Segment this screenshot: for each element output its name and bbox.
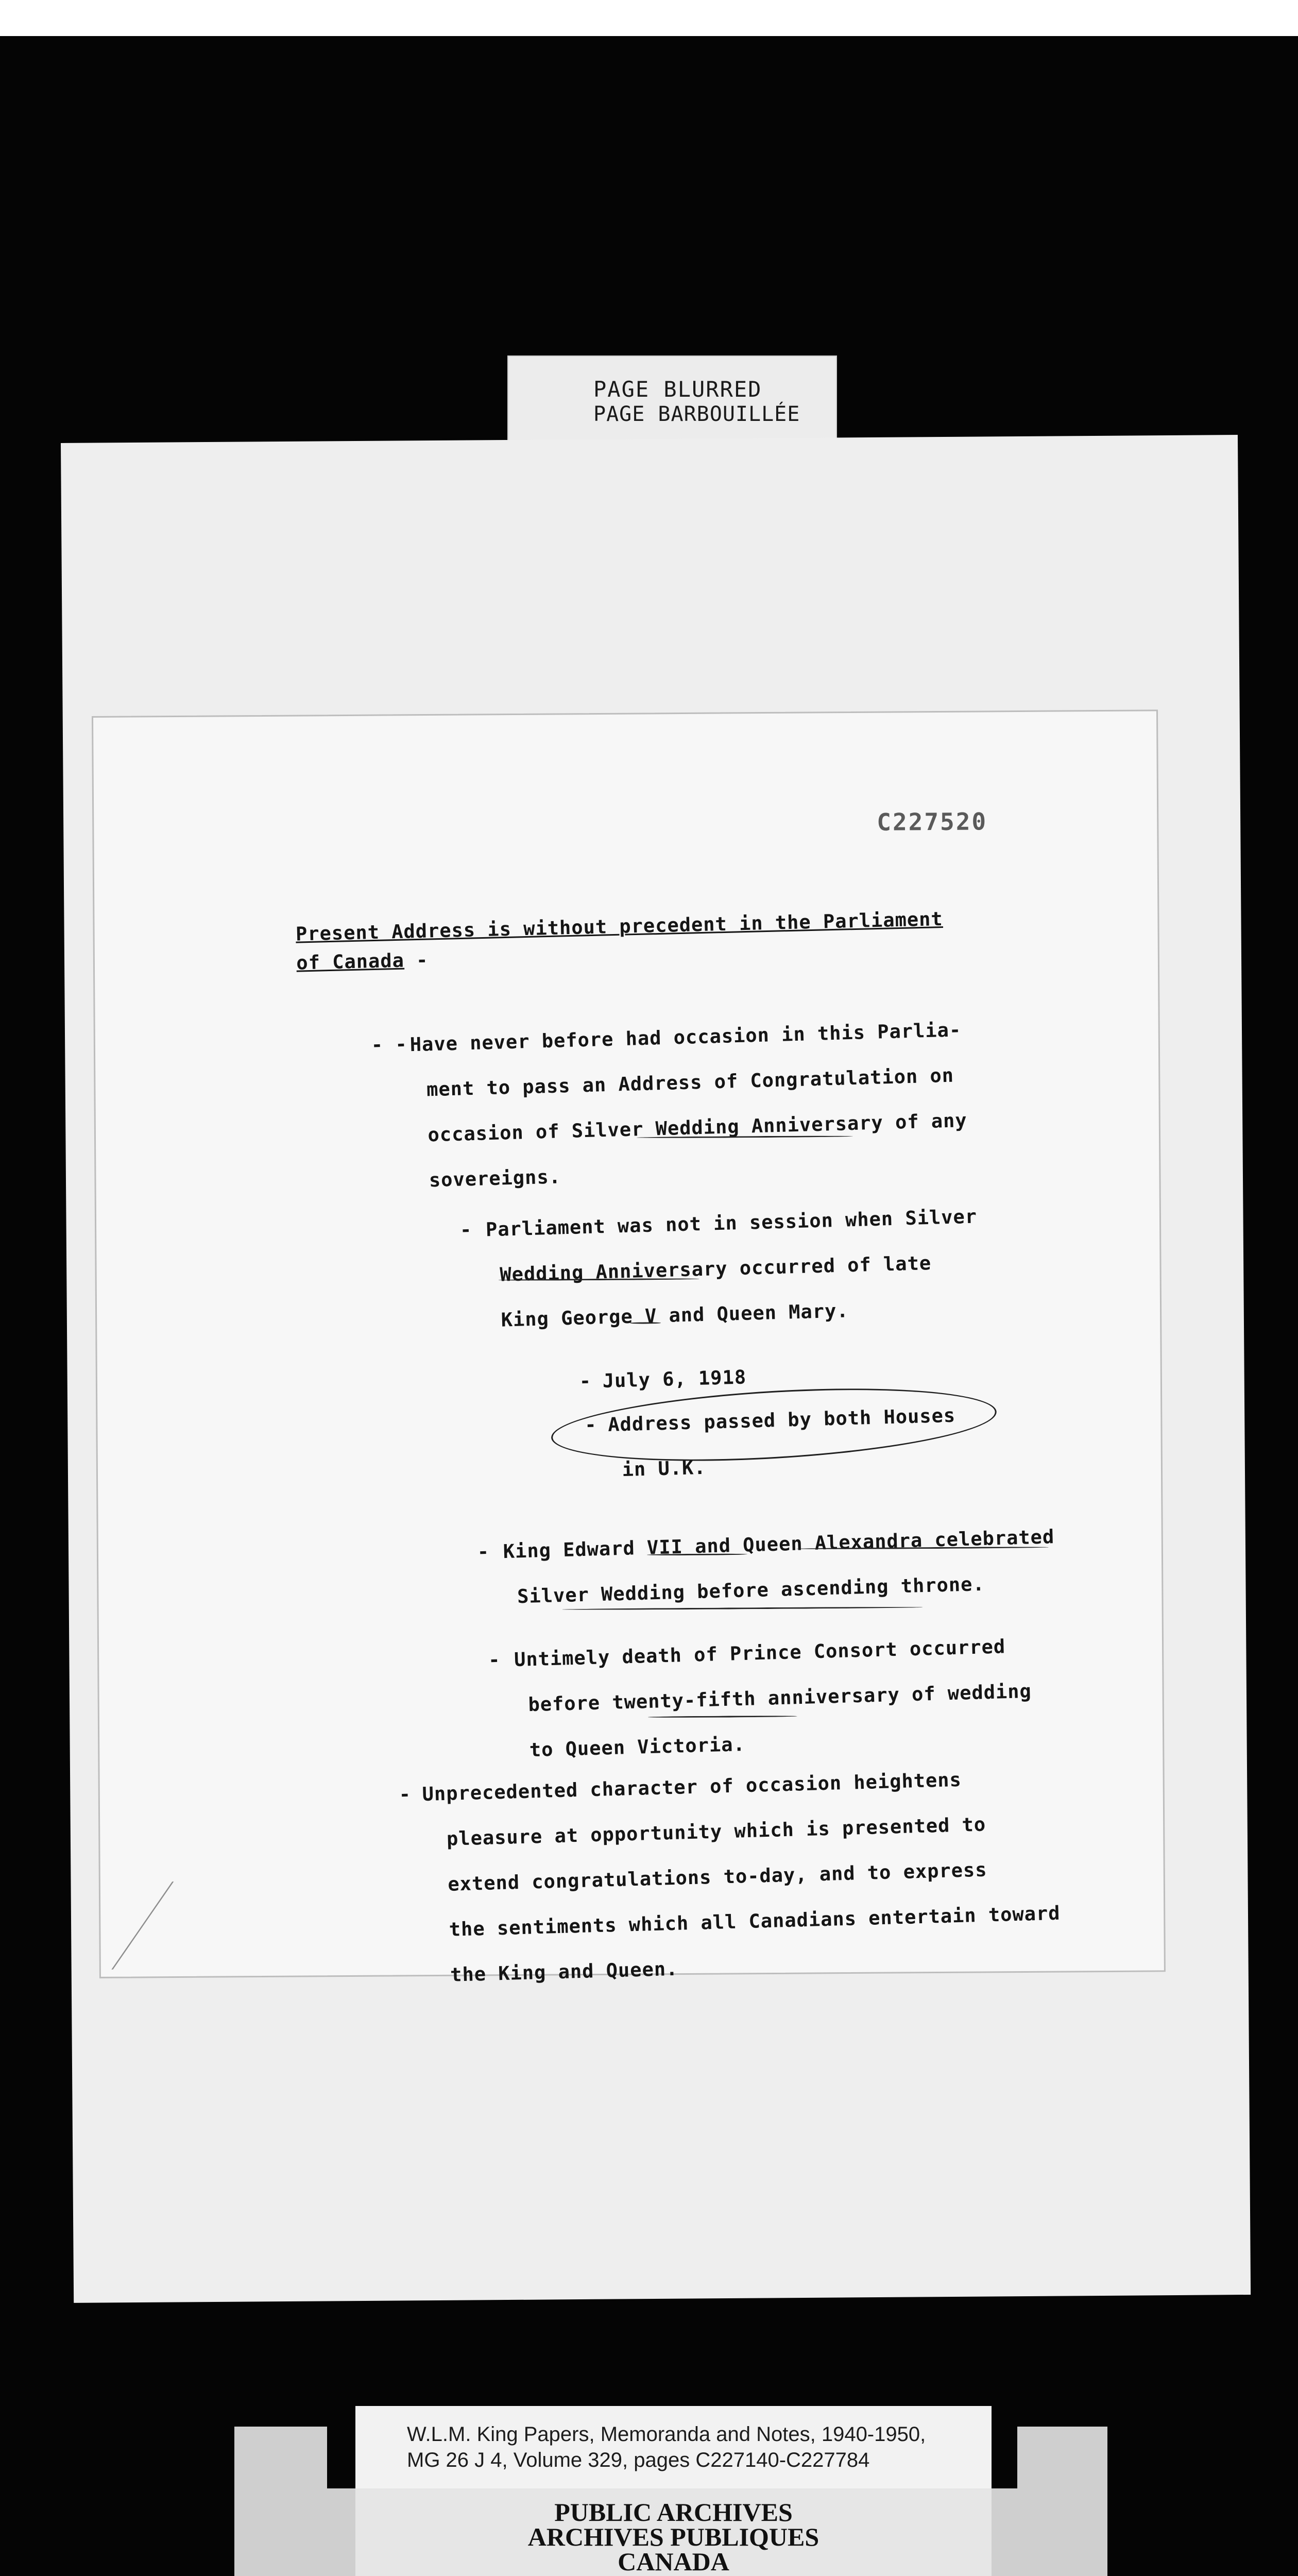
text-line: occasion of Silver Wedding Anniversary of any: [427, 1109, 968, 1146]
folded-corner: [111, 1881, 266, 1970]
band-notch-right: [992, 2427, 1017, 2488]
text-line: pleasure at opportunity which is presented to: [446, 1813, 986, 1850]
text-line: Silver Wedding before ascending throne.: [517, 1572, 985, 1608]
page-blurred-label: [507, 355, 837, 443]
item-bullet: -: [399, 1783, 412, 1806]
text-line: King George V and Queen Mary.: [501, 1299, 849, 1331]
list-item-text: [503, 1514, 1056, 1620]
text-line: Unprecedented character of occasion heightens: [422, 1768, 962, 1806]
stamp-line-2: ARCHIVES PUBLIQUES: [527, 2522, 819, 2551]
text-line: Parliament was not in session when Silver: [485, 1205, 978, 1241]
list-item: [488, 1637, 501, 1683]
text-line: Untimely death of Prince Consort occurred: [514, 1635, 1006, 1671]
text-line: in U.K.: [622, 1456, 707, 1481]
heading-dash: -: [404, 948, 429, 972]
citation-line-1: W.L.M. King Papers, Memoranda and Notes, 1940-1950,: [407, 2423, 926, 2446]
list-item: [477, 1529, 490, 1575]
list-item-text: [514, 1623, 1033, 1773]
list-item-text: [485, 1194, 980, 1344]
text-line: sovereigns.: [429, 1165, 561, 1192]
item-bullet: - -: [371, 1032, 408, 1056]
list-item: [399, 1772, 412, 1818]
list-item: [584, 1402, 597, 1448]
text-line: Wedding Anniversary occurred of late: [499, 1251, 932, 1286]
list-item: [459, 1207, 473, 1253]
item-bullet: -: [459, 1218, 472, 1241]
item-bullet: -: [488, 1648, 501, 1671]
band-notch-left: [327, 2427, 355, 2488]
list-item-text: [607, 1393, 958, 1493]
text-line: Address passed by both Houses: [607, 1404, 956, 1436]
text-line: ment to pass an Address of Congratulation on: [426, 1064, 954, 1101]
text-line: to Queen Victoria.: [529, 1733, 746, 1761]
citation-line-2: MG 26 J 4, Volume 329, pages C227140-C227784: [407, 2449, 870, 2471]
text-line: King Edward VII and Queen Alexandra celebrated: [503, 1526, 1055, 1563]
archives-stamp: [355, 2488, 992, 2576]
item-bullet: -: [477, 1540, 490, 1563]
heading-line-1: Present Address is without precedent in the Parliament: [295, 907, 944, 945]
reference-number: C227520: [877, 807, 988, 836]
text-line: extend congratulations to-day, and to express: [447, 1858, 988, 1895]
memo-heading: [295, 905, 944, 978]
text-line: the King and Queen.: [450, 1957, 678, 1986]
heading-line-2: of Canada: [296, 949, 405, 974]
item-bullet: -: [579, 1369, 592, 1393]
list-item-text: [409, 1007, 969, 1204]
list-item: [371, 1022, 408, 1068]
blur-label-line-2: PAGE BARBOUILLÉE: [593, 402, 800, 426]
text-line: the sentiments which all Canadians entertain toward: [449, 1902, 1061, 1941]
memo-page: [92, 709, 1166, 1986]
text-line: Have never before had occasion in this Parlia-: [409, 1019, 962, 1056]
stamp-line-1: PUBLIC ARCHIVES: [554, 2498, 793, 2527]
list-item-text: [422, 1755, 1063, 1998]
list-item: [579, 1359, 592, 1404]
stamp-line-3: CANADA: [618, 2547, 729, 2576]
text-line: July 6, 1918: [602, 1366, 747, 1392]
item-bullet: -: [584, 1413, 597, 1436]
text-line: before twenty-fifth anniversary of wedding: [527, 1680, 1032, 1716]
blur-label-line-1: PAGE BLURRED: [593, 377, 762, 402]
